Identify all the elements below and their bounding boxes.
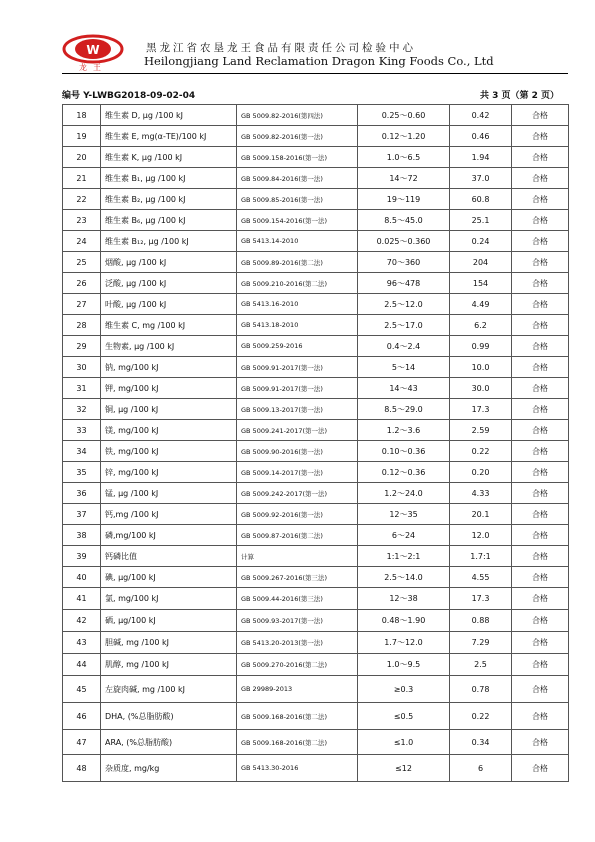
row-number: 39 xyxy=(63,546,101,567)
standard-requirement: ≥0.3 xyxy=(358,676,450,703)
test-result: 12.0 xyxy=(450,525,512,546)
test-result: 1.7:1 xyxy=(450,546,512,567)
standard-requirement: 14～43 xyxy=(358,378,450,399)
test-item: 生物素, μg /100 kJ xyxy=(101,336,237,357)
row-number: 24 xyxy=(63,231,101,252)
test-method: GB 29989-2013 xyxy=(237,676,358,703)
test-item: 铜, μg /100 kJ xyxy=(101,399,237,420)
row-number: 43 xyxy=(63,632,101,654)
test-method: GB 5009.89-2016(第二法) xyxy=(237,252,358,273)
judgement: 合格 xyxy=(512,730,569,755)
table-row xyxy=(63,632,569,654)
judgement: 合格 xyxy=(512,189,569,210)
test-item: 胆碱, mg /100 kJ xyxy=(101,632,237,654)
test-item: 肌醇, mg /100 kJ xyxy=(101,654,237,676)
judgement: 合格 xyxy=(512,441,569,462)
row-number: 26 xyxy=(63,273,101,294)
test-item: 铁, mg/100 kJ xyxy=(101,441,237,462)
row-number: 40 xyxy=(63,567,101,588)
standard-requirement: 12～35 xyxy=(358,504,450,525)
table-row xyxy=(63,588,569,610)
test-item: 氯, mg/100 kJ xyxy=(101,588,237,610)
results-table-body xyxy=(63,105,569,782)
table-row xyxy=(63,610,569,632)
table-row xyxy=(63,168,569,189)
test-method: GB 5009.14-2017(第一法) xyxy=(237,462,358,483)
test-result: 0.46 xyxy=(450,126,512,147)
test-result: 6 xyxy=(450,755,512,782)
test-results-table xyxy=(62,104,569,782)
test-method: GB 5009.90-2016(第一法) xyxy=(237,441,358,462)
test-method: GB 5009.210-2016(第二法) xyxy=(237,273,358,294)
judgement: 合格 xyxy=(512,168,569,189)
judgement: 合格 xyxy=(512,147,569,168)
judgement: 合格 xyxy=(512,632,569,654)
test-method: GB 5413.16-2010 xyxy=(237,294,358,315)
test-result: 0.42 xyxy=(450,105,512,126)
standard-requirement: 14～72 xyxy=(358,168,450,189)
test-item: 镁, mg/100 kJ xyxy=(101,420,237,441)
standard-requirement: ≤12 xyxy=(358,755,450,782)
company-logo xyxy=(62,32,124,72)
row-number: 33 xyxy=(63,420,101,441)
test-item: 磷,mg/100 kJ xyxy=(101,525,237,546)
test-method: GB 5413.20-2013(第一法) xyxy=(237,632,358,654)
table-row xyxy=(63,378,569,399)
standard-requirement: 8.5～29.0 xyxy=(358,399,450,420)
judgement: 合格 xyxy=(512,378,569,399)
test-result: 10.0 xyxy=(450,357,512,378)
test-method: GB 5009.242-2017(第一法) xyxy=(237,483,358,504)
judgement: 合格 xyxy=(512,504,569,525)
test-item: DHA, (%总脂肪酸) xyxy=(101,703,237,730)
test-item: 碘, μg/100 kJ xyxy=(101,567,237,588)
test-result: 2.59 xyxy=(450,420,512,441)
test-method: GB 5009.91-2017(第一法) xyxy=(237,378,358,399)
table-row xyxy=(63,567,569,588)
standard-requirement: 1:1～2:1 xyxy=(358,546,450,567)
test-result: 0.78 xyxy=(450,676,512,703)
judgement: 合格 xyxy=(512,105,569,126)
judgement: 合格 xyxy=(512,483,569,504)
table-row xyxy=(63,189,569,210)
standard-requirement: 6～24 xyxy=(358,525,450,546)
row-number: 34 xyxy=(63,441,101,462)
row-number: 29 xyxy=(63,336,101,357)
judgement: 合格 xyxy=(512,567,569,588)
test-result: 0.22 xyxy=(450,703,512,730)
row-number: 25 xyxy=(63,252,101,273)
judgement: 合格 xyxy=(512,357,569,378)
test-item: 维生素 B₆, μg /100 kJ xyxy=(101,210,237,231)
row-number: 36 xyxy=(63,483,101,504)
test-result: 17.3 xyxy=(450,588,512,610)
test-item: 钙,mg /100 kJ xyxy=(101,504,237,525)
judgement: 合格 xyxy=(512,525,569,546)
test-result: 30.0 xyxy=(450,378,512,399)
page-indicator: 共 3 页（第 2 页） xyxy=(479,91,559,101)
test-method: GB 5009.92-2016(第一法) xyxy=(237,504,358,525)
test-item: 泛酸, μg /100 kJ xyxy=(101,273,237,294)
table-row xyxy=(63,399,569,420)
test-result: 0.34 xyxy=(450,730,512,755)
test-item: 硒, μg/100 kJ xyxy=(101,610,237,632)
test-method: GB 5009.85-2016(第一法) xyxy=(237,189,358,210)
judgement: 合格 xyxy=(512,462,569,483)
judgement: 合格 xyxy=(512,273,569,294)
row-number: 42 xyxy=(63,610,101,632)
test-result: 0.24 xyxy=(450,231,512,252)
table-row xyxy=(63,294,569,315)
judgement: 合格 xyxy=(512,755,569,782)
test-item: 维生素 B₁, μg /100 kJ xyxy=(101,168,237,189)
standard-requirement: 70～360 xyxy=(358,252,450,273)
test-result: 2.5 xyxy=(450,654,512,676)
test-result: 17.3 xyxy=(450,399,512,420)
table-row xyxy=(63,147,569,168)
judgement: 合格 xyxy=(512,294,569,315)
test-result: 4.49 xyxy=(450,294,512,315)
test-method: GB 5009.93-2017(第一法) xyxy=(237,610,358,632)
judgement: 合格 xyxy=(512,315,569,336)
test-item: 锰, μg /100 kJ xyxy=(101,483,237,504)
standard-requirement: 2.5～14.0 xyxy=(358,567,450,588)
table-row xyxy=(63,755,569,782)
table-row xyxy=(63,420,569,441)
test-method: GB 5009.168-2016(第二法) xyxy=(237,703,358,730)
test-item: 锌, mg/100 kJ xyxy=(101,462,237,483)
test-method: GB 5009.241-2017(第一法) xyxy=(237,420,358,441)
test-result: 154 xyxy=(450,273,512,294)
standard-requirement: 0.12～0.36 xyxy=(358,462,450,483)
table-row xyxy=(63,210,569,231)
standard-requirement: 1.0～6.5 xyxy=(358,147,450,168)
test-item: 维生素 B₂, μg /100 kJ xyxy=(101,189,237,210)
table-row xyxy=(63,273,569,294)
test-method: GB 5009.91-2017(第一法) xyxy=(237,357,358,378)
test-result: 25.1 xyxy=(450,210,512,231)
test-method: GB 5009.158-2016(第一法) xyxy=(237,147,358,168)
document-number: 编号 Y-LWBG2018-09-02-04 xyxy=(62,91,196,101)
table-row xyxy=(63,730,569,755)
test-result: 37.0 xyxy=(450,168,512,189)
test-result: 0.22 xyxy=(450,441,512,462)
row-number: 46 xyxy=(63,703,101,730)
test-result: 6.2 xyxy=(450,315,512,336)
table-row xyxy=(63,504,569,525)
judgement: 合格 xyxy=(512,610,569,632)
table-row xyxy=(63,676,569,703)
row-number: 23 xyxy=(63,210,101,231)
table-row xyxy=(63,703,569,730)
standard-requirement: 19～119 xyxy=(358,189,450,210)
row-number: 31 xyxy=(63,378,101,399)
table-row xyxy=(63,357,569,378)
row-number: 21 xyxy=(63,168,101,189)
company-name-english: Heilongjiang Land Reclamation Dragon King Foods Co., Ltd xyxy=(144,54,494,68)
table-row xyxy=(63,462,569,483)
test-item: ARA, (%总脂肪酸) xyxy=(101,730,237,755)
header-divider xyxy=(62,73,568,74)
row-number: 22 xyxy=(63,189,101,210)
table-row xyxy=(63,483,569,504)
test-result: 0.99 xyxy=(450,336,512,357)
standard-requirement: 1.2～3.6 xyxy=(358,420,450,441)
test-method: GB 5413.30-2016 xyxy=(237,755,358,782)
standard-requirement: 0.10～0.36 xyxy=(358,441,450,462)
standard-requirement: ≤1.0 xyxy=(358,730,450,755)
table-row xyxy=(63,252,569,273)
test-item: 维生素 E, mg(α-TE)/100 kJ xyxy=(101,126,237,147)
standard-requirement: 0.12～1.20 xyxy=(358,126,450,147)
letterhead xyxy=(62,30,562,76)
standard-requirement: ≤0.5 xyxy=(358,703,450,730)
table-row xyxy=(63,315,569,336)
judgement: 合格 xyxy=(512,654,569,676)
test-result: 20.1 xyxy=(450,504,512,525)
table-row xyxy=(63,441,569,462)
test-method: GB 5009.270-2016(第二法) xyxy=(237,654,358,676)
row-number: 37 xyxy=(63,504,101,525)
test-item: 维生素 D, μg /100 kJ xyxy=(101,105,237,126)
test-method: GB 5009.259-2016 xyxy=(237,336,358,357)
row-number: 18 xyxy=(63,105,101,126)
judgement: 合格 xyxy=(512,420,569,441)
test-result: 0.20 xyxy=(450,462,512,483)
standard-requirement: 1.0～9.5 xyxy=(358,654,450,676)
standard-requirement: 5～14 xyxy=(358,357,450,378)
test-method: GB 5009.154-2016(第一法) xyxy=(237,210,358,231)
table-row xyxy=(63,126,569,147)
judgement: 合格 xyxy=(512,399,569,420)
test-method: GB 5009.44-2016(第三法) xyxy=(237,588,358,610)
company-name-chinese: 黑龙江省农垦龙王食品有限责任公司检验中心 xyxy=(146,42,416,54)
row-number: 30 xyxy=(63,357,101,378)
standard-requirement: 96～478 xyxy=(358,273,450,294)
standard-requirement: 2.5～12.0 xyxy=(358,294,450,315)
test-method: GB 5009.267-2016(第三法) xyxy=(237,567,358,588)
test-item: 钙磷比值 xyxy=(101,546,237,567)
row-number: 48 xyxy=(63,755,101,782)
row-number: 27 xyxy=(63,294,101,315)
test-item: 叶酸, μg /100 kJ xyxy=(101,294,237,315)
test-item: 钾, mg/100 kJ xyxy=(101,378,237,399)
test-method: GB 5009.168-2016(第二法) xyxy=(237,730,358,755)
test-item: 维生素 C, mg /100 kJ xyxy=(101,315,237,336)
test-method: GB 5413.18-2010 xyxy=(237,315,358,336)
standard-requirement: 1.7～12.0 xyxy=(358,632,450,654)
test-result: 7.29 xyxy=(450,632,512,654)
judgement: 合格 xyxy=(512,252,569,273)
row-number: 20 xyxy=(63,147,101,168)
test-result: 4.33 xyxy=(450,483,512,504)
test-item: 维生素 B₁₂, μg /100 kJ xyxy=(101,231,237,252)
judgement: 合格 xyxy=(512,210,569,231)
test-result: 204 xyxy=(450,252,512,273)
table-row xyxy=(63,654,569,676)
test-result: 4.55 xyxy=(450,567,512,588)
row-number: 44 xyxy=(63,654,101,676)
test-method: 计算 xyxy=(237,546,358,567)
table-row xyxy=(63,525,569,546)
row-number: 32 xyxy=(63,399,101,420)
test-item: 杂质度, mg/kg xyxy=(101,755,237,782)
judgement: 合格 xyxy=(512,126,569,147)
judgement: 合格 xyxy=(512,546,569,567)
test-method: GB 5009.87-2016(第二法) xyxy=(237,525,358,546)
test-item: 钠, mg/100 kJ xyxy=(101,357,237,378)
judgement: 合格 xyxy=(512,336,569,357)
judgement: 合格 xyxy=(512,703,569,730)
row-number: 47 xyxy=(63,730,101,755)
table-row xyxy=(63,546,569,567)
table-row xyxy=(63,231,569,252)
judgement: 合格 xyxy=(512,676,569,703)
test-item: 烟酸, μg /100 kJ xyxy=(101,252,237,273)
standard-requirement: 8.5～45.0 xyxy=(358,210,450,231)
standard-requirement: 12～38 xyxy=(358,588,450,610)
standard-requirement: 1.2～24.0 xyxy=(358,483,450,504)
test-item: 左旋肉碱, mg /100 kJ xyxy=(101,676,237,703)
standard-requirement: 0.25～0.60 xyxy=(358,105,450,126)
judgement: 合格 xyxy=(512,231,569,252)
test-method: GB 5009.13-2017(第一法) xyxy=(237,399,358,420)
table-row xyxy=(63,105,569,126)
row-number: 28 xyxy=(63,315,101,336)
test-method: GB 5413.14-2010 xyxy=(237,231,358,252)
test-method: GB 5009.84-2016(第一法) xyxy=(237,168,358,189)
test-result: 60.8 xyxy=(450,189,512,210)
row-number: 41 xyxy=(63,588,101,610)
judgement: 合格 xyxy=(512,588,569,610)
row-number: 35 xyxy=(63,462,101,483)
test-item: 维生素 K, μg /100 kJ xyxy=(101,147,237,168)
test-method: GB 5009.82-2016(第一法) xyxy=(237,126,358,147)
table-row xyxy=(63,336,569,357)
standard-requirement: 2.5～17.0 xyxy=(358,315,450,336)
standard-requirement: 0.025～0.360 xyxy=(358,231,450,252)
test-result: 0.88 xyxy=(450,610,512,632)
test-method: GB 5009.82-2016(第四法) xyxy=(237,105,358,126)
svg-text:W: W xyxy=(86,43,100,57)
svg-text:龙王: 龙王 xyxy=(79,63,107,72)
row-number: 19 xyxy=(63,126,101,147)
row-number: 45 xyxy=(63,676,101,703)
standard-requirement: 0.48～1.90 xyxy=(358,610,450,632)
standard-requirement: 0.4～2.4 xyxy=(358,336,450,357)
row-number: 38 xyxy=(63,525,101,546)
test-result: 1.94 xyxy=(450,147,512,168)
